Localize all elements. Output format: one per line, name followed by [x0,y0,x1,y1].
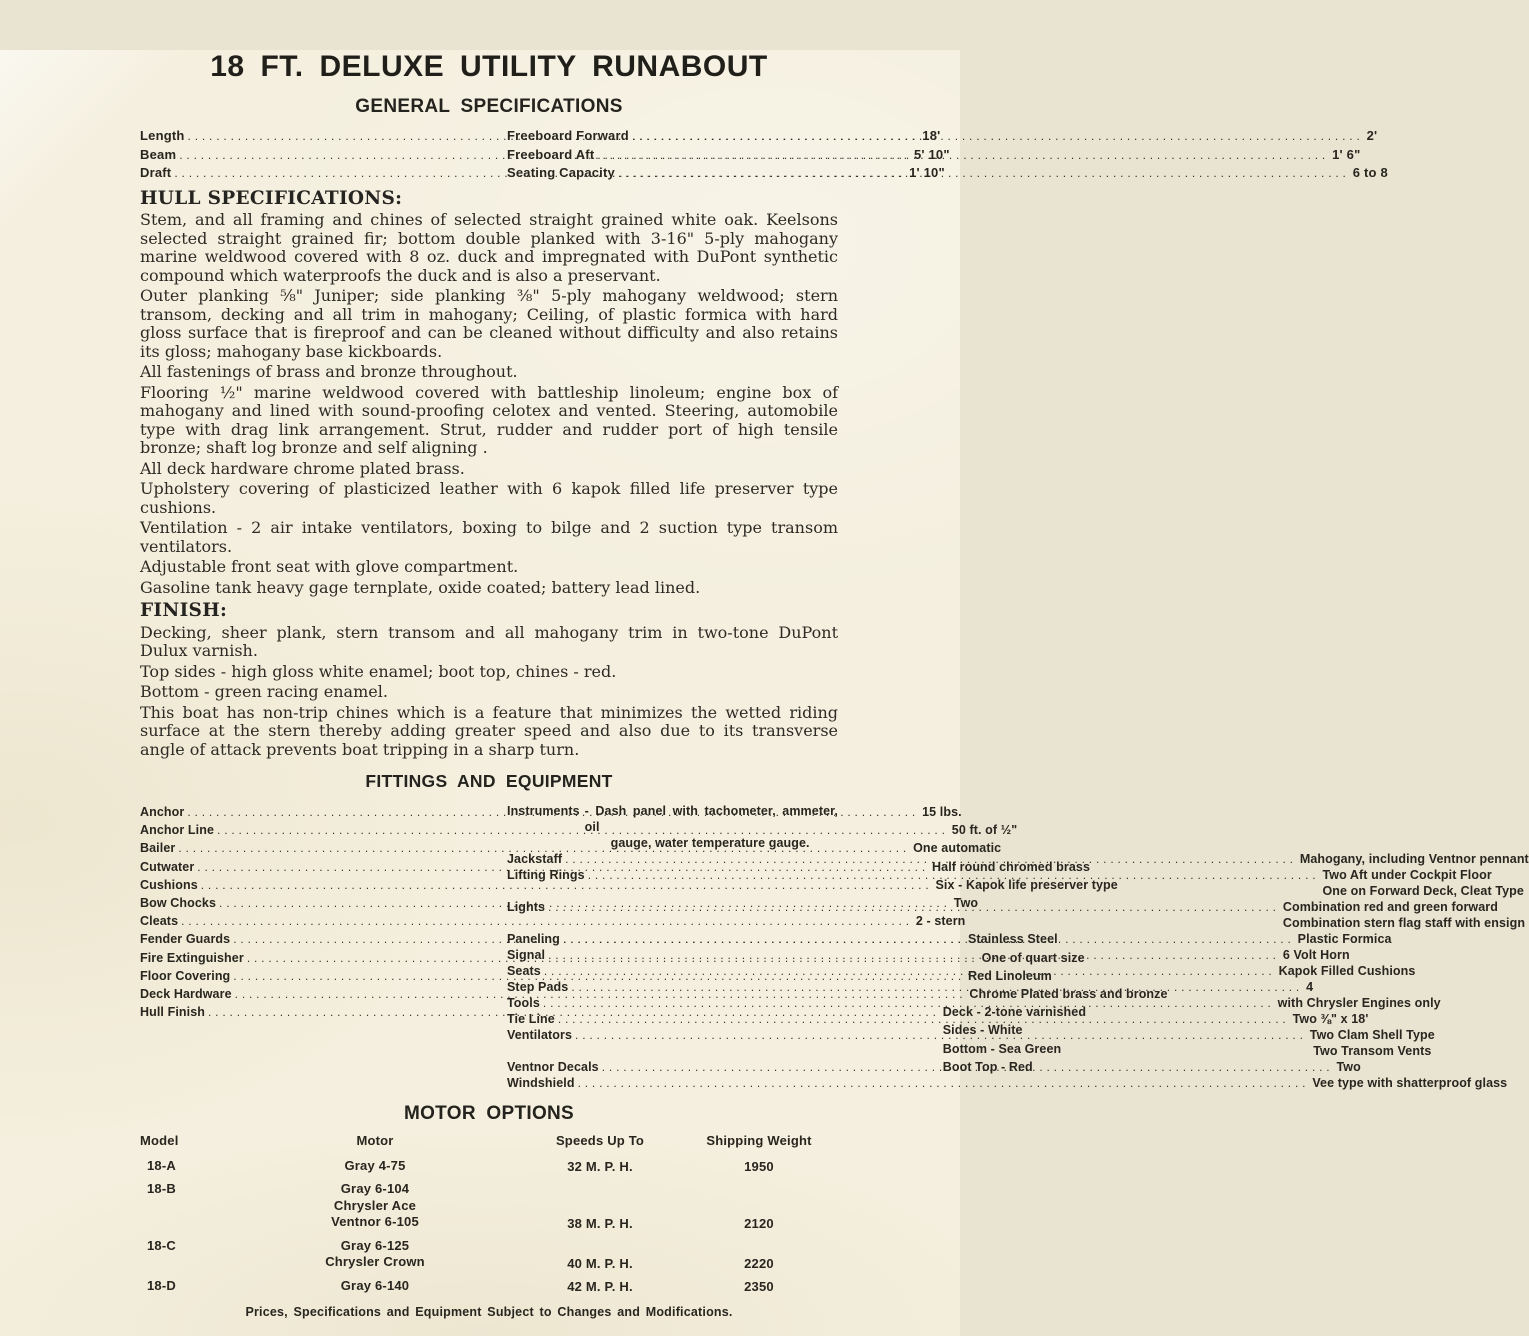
fitting-value: One of quart size [981,950,1085,965]
fitting-value-cont: Two Transom Vents [1313,1044,1432,1058]
fitting-value-block [1322,867,1524,899]
fitting-label: Bailer [140,841,176,856]
fitting-row [507,995,1441,1011]
dot-leader [602,1059,1334,1075]
motor-line: Gray 6-125 [340,1237,410,1253]
speed-cell: 38 M. P. H. [567,1215,633,1231]
general-specifications-list [140,127,1388,183]
fitting-value: with Chrysler Engines only [1277,996,1441,1010]
hull-paragraph: All deck hardware chrome plated brass. [140,458,465,478]
fitting-label: Instruments [507,804,580,818]
fitting-label: Cutwater [140,859,195,874]
fitting-row [507,1075,1508,1091]
fittings-equipment-list [140,803,1529,1091]
dot-leader [558,1011,1290,1027]
fitting-value-cont: gauge, water temperature gauge. [610,836,810,850]
finish-paragraph: Top sides - high gloss white enamel; boot top, chines - red. [140,661,617,681]
fitting-label: Signal [507,948,546,962]
column-header-model: Model [140,1133,179,1148]
spec-label: Draft [140,165,172,180]
fitting-label: Cleats [140,914,179,929]
spec-label: Seating Capacity [507,165,615,180]
page-content [0,50,1529,1319]
weight-cell: 2120 [744,1215,774,1231]
motor-options-table [140,1133,838,1294]
spec-value: 6 to 8 [1352,165,1388,180]
spec-value: 18' [922,128,941,143]
fitting-value: Stainless Steel [967,932,1058,947]
fitting-value: Plastic Formica [1297,932,1392,946]
column-header-speeds-up-to: Speeds Up To [555,1133,645,1148]
dot-leader [548,947,1280,963]
hull-specifications-heading: HULL SPECIFICATIONS: [140,187,403,209]
fitting-value: 50 ft. of ½" [951,823,1018,838]
fitting-row [140,876,1118,894]
fitting-value: Red Linoleum [968,968,1052,983]
weight-cell: 2350 [744,1279,774,1294]
fitting-value-cont: Sides - White [942,1023,1023,1038]
spec-value: 1' 6" [1332,146,1361,162]
motor-options-header-row [140,1133,838,1150]
dot-leader [571,979,1303,995]
fitting-label: Jackstaff [507,852,563,866]
dot-leader [575,1027,1307,1043]
fitting-value: Vee type with shatterproof glass [1312,1076,1508,1090]
dot-leader [217,821,949,839]
fitting-value-block [1310,1027,1435,1059]
motor-line: Chrysler Ace [333,1197,417,1213]
fitting-value-cont: One on Forward Deck, Cleat Type [1322,884,1524,898]
spec-value: 2' [1366,128,1378,143]
dot-leader [187,803,919,821]
column-header-motor: Motor [356,1133,394,1148]
fitting-label: Floor Covering [140,968,231,983]
fitting-label: Paneling [507,932,560,946]
finish-heading: FINISH: [140,600,228,621]
finish-paragraph: Bottom - green racing enamel. [140,682,388,701]
fitting-label: Anchor [140,805,185,819]
fitting-value: Half round chromed brass [932,859,1091,874]
fitting-row [140,912,966,930]
motor-cell [230,1158,520,1175]
fitting-value: Two Aft under Cockpit Floor [1322,868,1492,882]
fitting-value: Two Clam Shell Type [1309,1028,1435,1042]
spec-label: Freeboard Forward [507,128,629,143]
dot-leader [565,851,1297,867]
motor-cell [230,1278,520,1295]
fitting-label: Tie Line [507,1012,555,1026]
model-cell: 18-D [147,1277,176,1293]
hull-paragraph: Flooring ½" marine weldwood covered with battleship linoleum; engine box of mahogany and lined with sound-proofing celotex and vented. Steering, automobile type with drag link arrangement. Strut, rudder and rudder port of high tensile bronze; shaft log bronze and self aligning . [140,382,838,457]
fitting-value-cont: Combination stern flag staff with ensign [1282,916,1526,930]
motor-line: Gray 6-104 [340,1181,410,1196]
dot-leader [548,899,1280,915]
model-cell: 18-C [147,1237,176,1253]
fitting-value: Two [1336,1060,1361,1074]
dot-leader [632,127,1364,146]
hull-paragraph: Ventilation - 2 air intake ventilators, boxing to bilge and 2 suction type transom ventilators. [140,518,838,556]
table-row [140,1238,838,1271]
fitting-label: Ventnor Decals [507,1060,599,1074]
fitting-label: Lifting Rings [507,868,585,882]
spec-label: Length [140,128,185,143]
dot-leader [544,963,1276,979]
spec-label: Beam [140,146,177,162]
fittings-equipment-heading: FITTINGS AND EQUIPMENT [365,771,613,791]
weight-cell: 1950 [744,1159,774,1174]
fitting-label: Ventilators [507,1028,573,1042]
fitting-label: Cushions [140,877,198,892]
fitting-label: Fender Guards [140,932,231,947]
fitting-value: Two ⅜" x 18' [1292,1012,1369,1026]
motor-options-heading: MOTOR OPTIONS [403,1103,575,1124]
spec-value: 1' 10" [909,165,945,180]
fitting-label: Windshield [507,1076,575,1090]
motor-line: Chrysler Crown [325,1254,425,1269]
speed-cell: 42 M. P. H. [567,1279,633,1294]
dot-leader [543,995,1275,1011]
motor-cell [230,1181,520,1231]
finish-paragraph: Decking, sheer plank, stern transom and all mahogany trim in two-tone DuPont Dulux varnish. [140,622,838,660]
fitting-label: Deck Hardware [140,987,232,1002]
speed-cell: 32 M. P. H. [567,1159,633,1174]
fitting-value: Mahogany, including Ventnor pennant [1299,852,1529,866]
fitting-label: Tools [507,996,540,1010]
dot-leader [597,146,1329,165]
finish-paragraph: This boat has non-trip chines which is a feature that minimizes the wetted riding surface at the stern thereby adding greater speed and also due to its transverse angle of attack prevents boat tripping in a sharp turn. [140,702,838,759]
fitting-value: Combination red and green forward [1282,900,1498,914]
disclaimer-footer: Prices, Specifications and Equipment Subject to Changes and Modifications. [245,1305,733,1319]
motor-line: Gray 4-75 [344,1157,406,1173]
fitting-value: 4 [1306,980,1314,994]
motor-line: Gray 6-140 [340,1277,410,1293]
model-cell: 18-A [147,1157,176,1173]
weight-cell: 2220 [744,1255,774,1271]
dot-leader [578,1075,1310,1091]
fitting-value: Deck - 2-tone varnished [942,1005,1087,1020]
model-cell: 18-B [147,1181,176,1196]
fitting-label: Lights [507,900,546,914]
page-title: 18 FT. DELUXE UTILITY RUNABOUT [210,50,768,83]
motor-line: Ventnor 6-105 [331,1214,419,1229]
fitting-value: 2 - stern [915,914,966,929]
hull-specifications-section [140,187,838,760]
fitting-label: Hull Finish [140,1005,205,1020]
fitting-value-cont: Boot Top - Red [942,1059,1033,1074]
dot-leader [618,164,1350,183]
spec-value: 5' 10" [913,146,950,162]
speed-cell: 40 M. P. H. [567,1255,633,1271]
fitting-label: Seats [507,964,541,978]
hull-paragraph: Upholstery covering of plasticized leather with 6 kapok filled life preserver type cushions. [140,479,838,517]
table-row [140,1181,838,1231]
dot-leader [588,867,1320,883]
fitting-value: Six - Kapok life preserver type [935,877,1118,892]
fitting-label: Bow Chocks [140,896,217,911]
scanned-spec-sheet [0,50,1529,1336]
fitting-label: Fire Extinguisher [140,950,244,965]
fitting-value-cont: Bottom - Sea Green [942,1041,1062,1056]
fitting-value: Kapok Filled Cushions [1278,964,1416,978]
spec-label: Freeboard Aft [507,146,595,162]
fitting-value: Two [953,896,979,911]
fitting-label: Anchor Line [140,823,215,838]
fitting-value: 6 Volt Horn [1282,948,1350,962]
column-header-shipping-weight: Shipping Weight [706,1133,812,1148]
hull-paragraph: All fastenings of brass and bronze throughout. [140,362,518,381]
table-row [140,1278,838,1295]
fitting-value-block [1283,899,1525,931]
fitting-label: Step Pads [507,980,569,994]
fitting-value: 15 lbs. [922,805,962,819]
fitting-value: One automatic [913,841,1002,856]
fitting-value: - Dash panel with tachometer, ammeter, oil [584,804,838,834]
dot-leader [563,931,1295,947]
hull-paragraph: Adjustable front seat with glove compartment. [140,557,519,576]
hull-paragraph: Stem, and all framing and chines of selected straight grained white oak. Keelsons selected straight grained fir; bottom double planked with 3-16" 5-ply mahogany marine weldwood covered with 8 oz. duck and impregnated with DuPont synthetic compound which waterproofs the duck and is also a preservant. [140,210,838,285]
hull-paragraph: Gasoline tank heavy gage ternplate, oxide coated; battery lead lined. [140,577,701,597]
motor-cell [230,1238,520,1271]
fitting-row [140,821,1018,839]
fitting-value: Chrome Plated brass and bronze [969,987,1168,1002]
table-row [140,1158,838,1175]
general-specifications-heading: GENERAL SPECIFICATIONS [355,96,623,117]
hull-paragraph: Outer planking ⅝" Juniper; side planking ⅜" 5-ply mahogany weldwood; stern transom, decking and all trim in mahogany; Ceiling, of plastic formica with hard gloss surface that is fireproof and can be cleaned without difficulty and also retains its gloss; mahogany base kickboards. [140,286,838,361]
